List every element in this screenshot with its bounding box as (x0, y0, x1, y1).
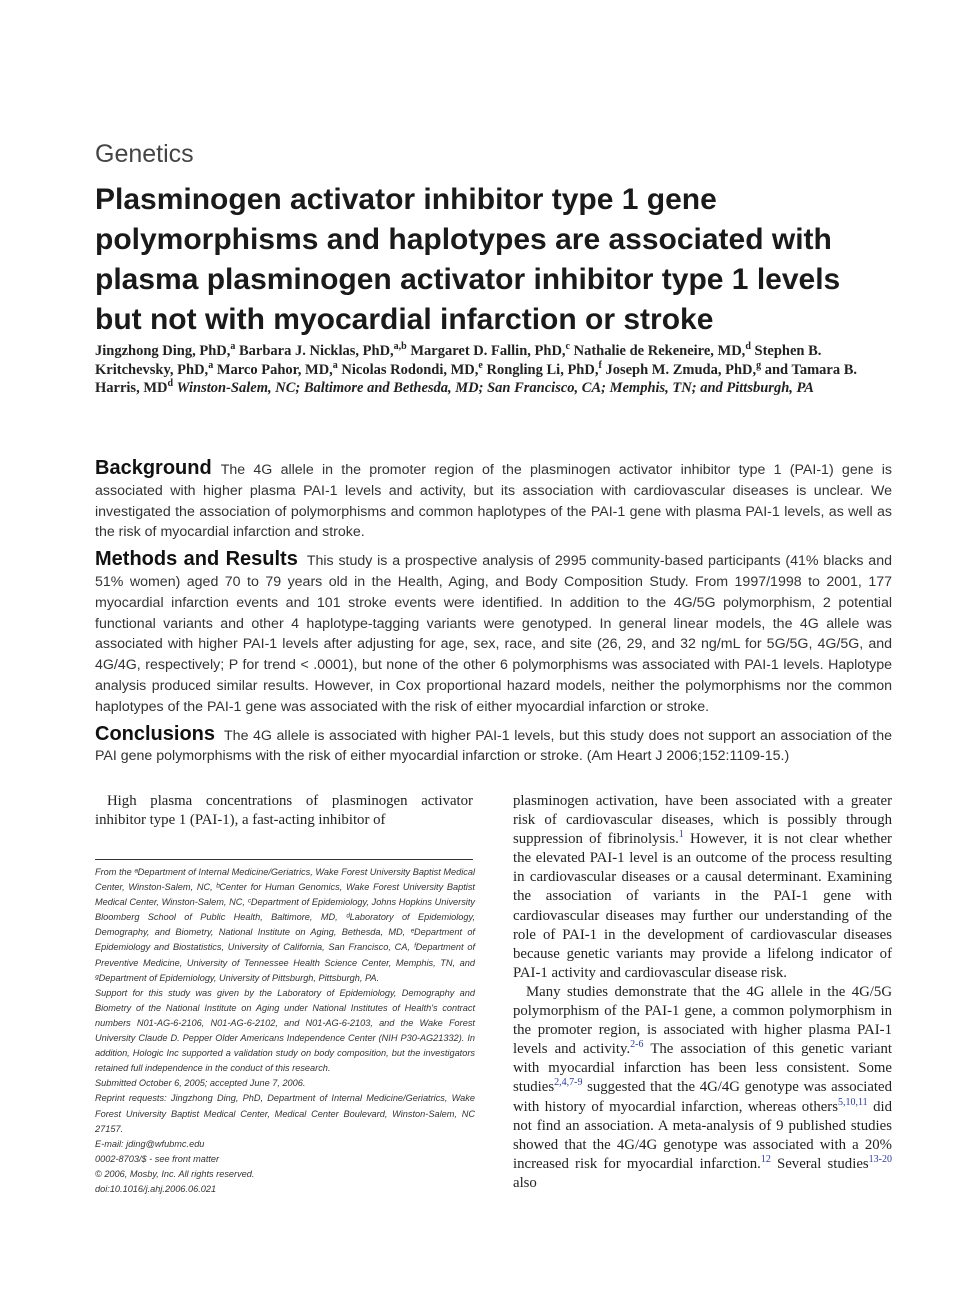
footnote-issn: 0002-8703/$ - see front matter (95, 1153, 220, 1164)
footnote-doi[interactable]: doi:10.1016/j.ahj.2006.06.021 (95, 1183, 217, 1194)
author: Marco Pahor, MD,$^a$ (216, 359, 338, 378)
footnote-support: Support for this study was given by the Laboratory of Epidemiology, Demography and Biometry of the National Institute on Aging under National Institutes of Health's contract numbers N01-AG-6-2106, N01-AG-6-2102, and N01-AG-6-2103, and the Wake Forest University Claude D. Pepper Older Americans Independence Center (NIH P30-AG21332). In addition, Hologic Inc supported a validation study on body composition, but the investigators retained full independence in the conduct of this research. (95, 987, 475, 1074)
footnote-submitted: Submitted October 6, 2005; accepted June 7, 2006. (95, 1078, 306, 1089)
citation-link[interactable]: 2,4,7-9 (554, 1077, 583, 1089)
section-label: Genetics (95, 140, 194, 168)
author: Barbara J. Nicklas, PhD,$^{a,b}$ (239, 341, 407, 359)
footnote-reprint: Reprint requests: Jingzhong Ding, PhD, Department of Internal Medicine/Geriatrics, Wake Forest University Baptist Medical Center, Medical Center Boulevard, Winston-Salem, NC 27157. (95, 1093, 475, 1134)
abstract-methods: Methods and Results This study is a prospective analysis of 2995 community-based participants (41% blacks and 51% women) aged 70 to 79 years old in the Health, Aging, and Body Composition Study. From 1997/1998 to 2001, 177 myocardial infarction events and 101 stroke events were identified. In addition to the 4G/5G polymorphism, 2 potential functional variants and other 4 haplotype-tagging variants were genotyped. In general linear models, the 4G allele was associated with higher PAI-1 levels after adjusting for age, sex, race, and site (26, 29, and 32 ng/mL for 5G/5G, 4G/5G, and 4G/4G, respectively; P for trend < .0001), but none of the other 6 polymorphisms was associated with PAI-1 levels. Haplotype analysis produced similar results. However, in Cox proportional hazard models, neither the polymorphisms nor the common haplotypes of the PAI-1 gene was associated with the risk of either myocardial infarction or stroke. (95, 548, 892, 715)
body-column-right (513, 792, 892, 1193)
article-title: Plasminogen activator inhibitor type 1 gene polymorphisms and haplotypes are associated with plasma plasminogen activator inhibitor type 1 levels but not with myocardial infarction or stroke (95, 183, 841, 336)
methods-heading: Methods and Results (95, 548, 298, 571)
author: Nathalie de Rekeneire, MD,$^d$ (573, 341, 751, 359)
footnote-divider (95, 859, 473, 860)
body-paragraph: High plasma concentrations of plasminogen activator inhibitor type 1 (PAI-1), a fast-acting inhibitor of (95, 793, 473, 829)
author: Jingzhong Ding, PhD,$^a$ (95, 341, 236, 359)
author: Nicolas Rodondi, MD,$^e$ (341, 359, 483, 378)
body-paragraph: plasminogen activation, have been associated with a greater risk of cardiovascular diseases, which is possibly through suppression of fibrinolysis.$^1$ However, it is not clear whether the elevated PAI-1 level is an outcome of the process resulting in cardiovascular diseases or a causal determinant. Examining the association of variants in the PAI-1 gene with cardiovascular diseases may further our understanding of the role of PAI-1 in the development of cardiovascular diseases because genetic variants may provide a lifelong indicator of PAI-1 activity and cardiovascular disease risk. (513, 793, 892, 981)
body-paragraph: Many studies demonstrate that the 4G allele in the 4G/5G polymorphism of the PAI-1 gene, a common polymorphism in the promoter region, is associated with higher plasma PAI-1 levels and activity.$^{2-6}$ The association of this genetic variant with myocardial infarction has been less consistent. Some studies$^{2,4,7-9}$ suggested that the 4G/4G genotype was associated with history of myocardial infarction, whereas others$^{5,10,11}$ did not find an association. A meta-analysis of 9 published studies showed that the 4G/4G genotype was associated with a 20% increased risk for myocardial infarction.$^{12}$ Several studies$^{13-20}$ also (513, 983, 893, 1191)
footnote-affiliations: From the ᵃDepartment of Internal Medicine/Geriatrics, Wake Forest University Baptist Medical Center, Winston-Salem, NC, ᵇCenter for Human Genomics, Wake Forest University Baptist Medical Center, Winston-Salem, NC, ᶜDepartment of Epidemiology, Johns Hopkins University Bloomberg School of Public Health, Baltimore, MD, ᵈLaboratory of Epidemiology, Demography, and Biometry, National Institute on Aging, Bethesda, MD, ᵉDepartment of Epidemiology and Biostatistics, University of California, San Francisco, CA, ᶠDepartment of Preventive Medicine, University of Tennessee Health Science Center, Memphis, TN, and ᵍDepartment of Epidemiology, University of Pittsburgh, Pittsburgh, PA. (95, 867, 475, 983)
citation-link[interactable]: 12 (760, 1153, 771, 1165)
background-heading: Background (95, 457, 212, 479)
author: Stephen B. Kritchevsky, PhD,$^a$ (95, 343, 822, 378)
author: and Tamara B. Harris, $MD^d$ (95, 361, 858, 396)
abstract-background: Background The 4G allele in the promoter region of the plasminogen activator inhibitor type 1 (PAI-1) gene is associated with higher plasma PAI-1 levels and activity, but its association with cardiovascular diseases is unclear. We investigated the association of polymorphisms and common haplotypes of the PAI-1 gene with plasma PAI-1 levels, as well as the risk of myocardial infarction and stroke. (95, 457, 892, 541)
author: Rongling Li, PhD,$^f$ (486, 359, 602, 378)
footnote-email[interactable]: E-mail: jding@wfubmc.edu (95, 1138, 205, 1149)
conclusions-heading: Conclusions (95, 722, 216, 745)
citation-link[interactable]: 1 (678, 829, 684, 841)
abstract-conclusions: Conclusions The 4G allele is associated with higher PAI-1 levels, but this study does not support an association of the PAI gene polymorphisms with the risk of either myocardial infarction or stroke. (Am Heart J 2006;152:1109-15.) (95, 722, 892, 765)
citation-link[interactable]: 2-6 (630, 1039, 644, 1051)
body-column-left (95, 792, 473, 831)
footnote-copyright: © 2006, Mosby, Inc. All rights reserved. (95, 1168, 255, 1179)
author: Margaret D. Fallin, PhD,$^c$ (410, 341, 570, 359)
author-list (95, 342, 895, 398)
citation-link[interactable]: 5,10,11 (837, 1096, 868, 1108)
footnotes (95, 865, 475, 1197)
abstract (95, 458, 892, 773)
author-locations: Winston-Salem, NC; Baltimore and Bethesda, MD; San Francisco, CA; Memphis, TN; and Pittsburgh, PA (176, 380, 814, 396)
citation-link[interactable]: 13-20 (868, 1153, 892, 1165)
author: Joseph M. Zmuda, PhD,$^g$ (605, 359, 762, 378)
